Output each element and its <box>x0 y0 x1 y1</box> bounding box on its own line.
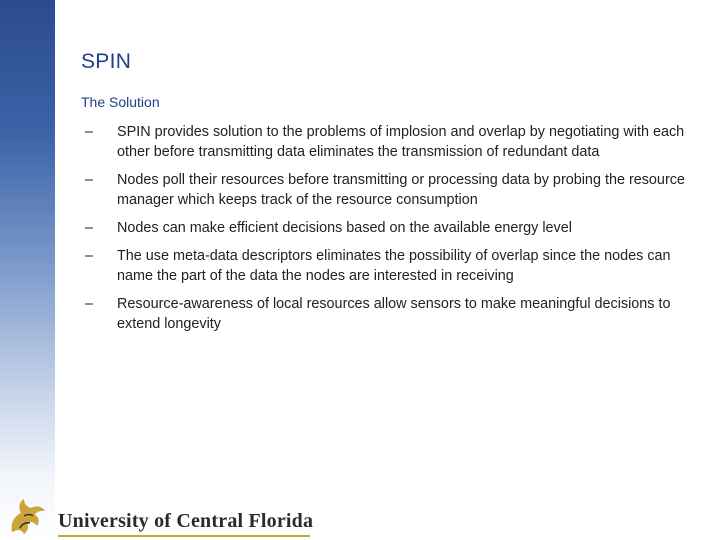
bullet-item <box>85 294 690 334</box>
bullet-item <box>85 122 690 162</box>
bullet-text: Nodes poll their resources before transmitting or processing data by probing the resource manager which keeps track of the resource consumption <box>117 172 685 208</box>
footer-underline <box>58 535 310 537</box>
bullet-item <box>85 170 690 210</box>
bullet-text: Resource-awareness of local resources allow sensors to make meaningful decisions to extend longevity <box>117 296 671 332</box>
bullet-dash: – <box>85 248 94 264</box>
bullet-dash: – <box>85 172 94 188</box>
university-name: University of Central Florida <box>58 510 314 532</box>
bullet-dash: – <box>85 220 94 236</box>
bullet-item <box>85 218 690 238</box>
bullet-dash: – <box>85 124 94 140</box>
bullet-text: The use meta-data descriptors eliminates the possibility of overlap since the nodes can name the part of the data the nodes are interested in receiving <box>117 248 671 284</box>
bullet-text: Nodes can make efficient decisions based on the available energy level <box>117 220 572 236</box>
pegasus-logo-icon <box>6 494 48 538</box>
slide-subtitle: The Solution <box>81 94 160 110</box>
footer-branding <box>6 494 316 540</box>
bullet-list <box>85 122 690 342</box>
sidebar-gradient <box>0 0 55 540</box>
slide-title: SPIN <box>81 50 132 73</box>
bullet-dash: – <box>85 296 94 312</box>
bullet-item <box>85 246 690 286</box>
bullet-text: SPIN provides solution to the problems of implosion and overlap by negotiating with each other before transmitting data eliminates the transmission of redundant data <box>117 124 685 160</box>
